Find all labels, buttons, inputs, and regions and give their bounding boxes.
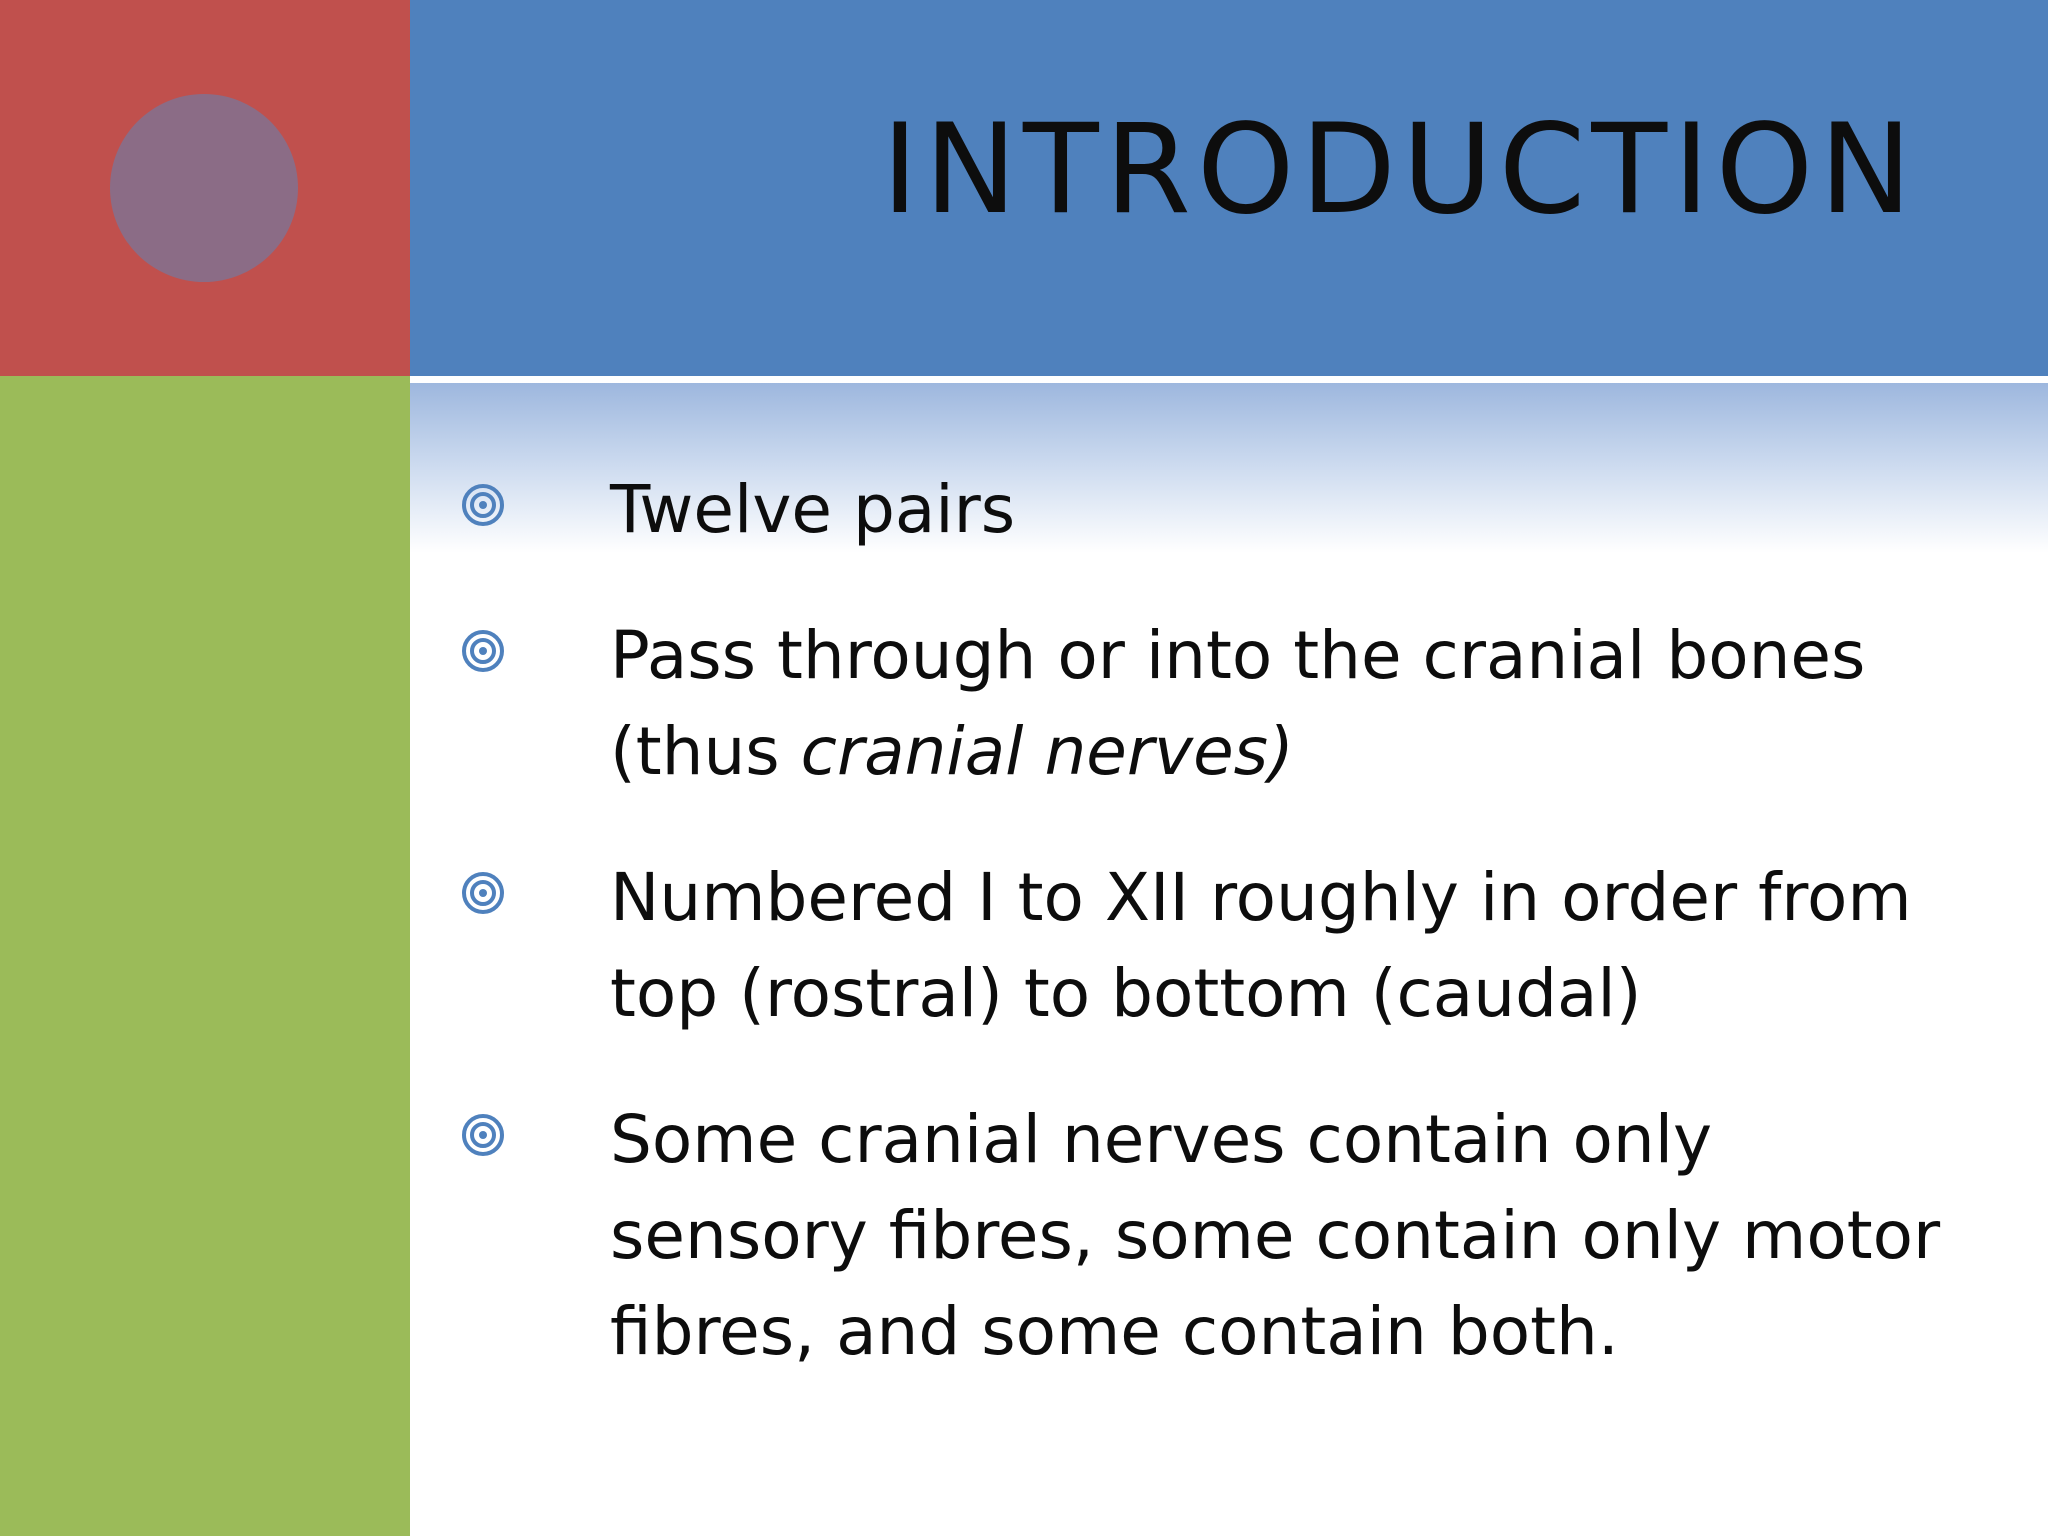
bullet-text: Numbered I to XII roughly in order from top (rostral) to bottom (caudal) — [610, 859, 1912, 1032]
slide-title: INTRODUCTION — [881, 98, 1918, 242]
bullet-text: Twelve pairs — [610, 471, 1016, 548]
concentric-circle-icon — [460, 482, 506, 528]
list-item — [460, 462, 1980, 558]
bullet-text: Pass through or into the cranial bones (thus — [610, 617, 1866, 790]
header-divider — [410, 376, 2048, 383]
list-item — [460, 608, 1980, 800]
green-sidebar-block — [0, 376, 410, 1536]
list-item — [460, 850, 1980, 1042]
bullet-list — [460, 462, 1980, 1430]
concentric-circle-icon — [460, 1112, 506, 1158]
bullet-text: Some cranial nerves contain only sensory fibres, some contain only motor fibres, and some contain both. — [610, 1101, 1941, 1370]
red-corner-block — [0, 0, 410, 376]
concentric-circle-icon — [460, 870, 506, 916]
list-item — [460, 1092, 1980, 1380]
concentric-circle-icon — [460, 628, 506, 674]
bullet-italic-text: cranial nerves) — [800, 713, 1294, 790]
decorative-circle — [110, 94, 298, 282]
bullet-text-container — [610, 608, 1980, 800]
title-banner — [410, 0, 2048, 376]
